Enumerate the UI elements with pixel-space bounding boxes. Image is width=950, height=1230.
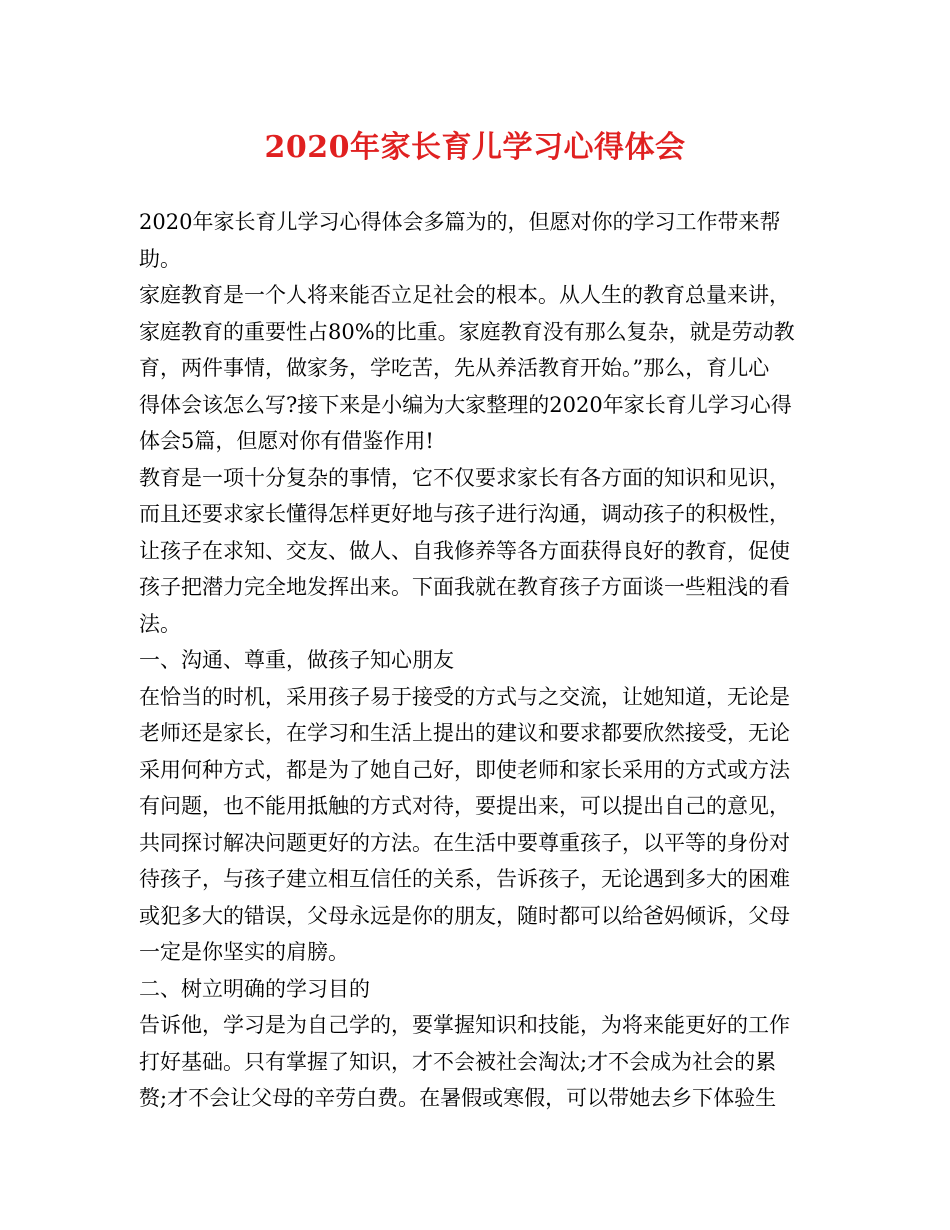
text-line: 助。 bbox=[139, 246, 181, 271]
text-line: 采用何种方式，都是为了她自己好，即使老师和家长采用的方式或方法 bbox=[139, 757, 790, 782]
text-line: 孩子把潜力完全地发挥出来。下面我就在教育孩子方面谈一些粗浅的看 bbox=[139, 575, 790, 599]
text-line: 待孩子，与孩子建立相互信任的关系，告诉孩子，无论遇到多大的困难 bbox=[139, 867, 790, 891]
text-line: 家庭教育是一个人将来能否立足社会的根本。从人生的教育总量来讲， bbox=[139, 283, 790, 307]
text-line: 一定是你坚实的肩膀。 bbox=[139, 940, 349, 964]
text-line: 体会5篇，但愿对你有借鉴作用! bbox=[139, 429, 434, 453]
text-line: 而且还要求家长懂得怎样更好地与孩子进行沟通，调动孩子的积极性， bbox=[139, 502, 790, 526]
document-title: 2020年家长育儿学习心得体会 bbox=[264, 130, 686, 165]
document-body bbox=[139, 204, 814, 1117]
section-heading: 二、树立明确的学习目的 bbox=[139, 976, 370, 1001]
text-line: 家庭教育的重要性占80%的比重。家庭教育没有那么复杂，就是劳动教 bbox=[139, 319, 795, 344]
text-line: 告诉他，学习是为自己学的，要掌握知识和技能，为将来能更好的工作 bbox=[139, 1013, 790, 1037]
text-line: 或犯多大的错误，父母永远是你的朋友，随时都可以给爸妈倾诉，父母 bbox=[139, 903, 790, 928]
text-line: 得体会该怎么写?接下来是小编为大家整理的2020年家长育儿学习心得 bbox=[139, 392, 792, 417]
text-line: 教育是一项十分复杂的事情，它不仅要求家长有各方面的知识和见识， bbox=[139, 465, 790, 490]
text-line: 老师还是家长，在学习和生活上提出的建议和要求都要欣然接受，无论 bbox=[139, 721, 790, 745]
text-line: 赘;才不会让父母的辛劳白费。在暑假或寒假，可以带她去乡下体验生 bbox=[139, 1086, 777, 1110]
text-line: 2020年家长育儿学习心得体会多篇为的，但愿对你的学习工作带来帮 bbox=[139, 210, 781, 234]
text-line: 法。 bbox=[139, 611, 181, 636]
text-line: 让孩子在求知、交友、做人、自我修养等各方面获得良好的教育，促使 bbox=[139, 538, 790, 563]
text-line: 育，两件事情，做家务，学吃苦，先从养活教育开始。”那么，育儿心 bbox=[139, 356, 770, 380]
section-heading: 一、沟通、尊重，做孩子知心朋友 bbox=[139, 648, 454, 672]
text-line: 在恰当的时机，采用孩子易于接受的方式与之交流，让她知道，无论是 bbox=[139, 684, 790, 709]
text-line: 有问题，也不能用抵触的方式对待，要提出来，可以提出自己的意见， bbox=[139, 794, 790, 818]
text-line: 共同探讨解决问题更好的方法。在生活中要尊重孩子，以平等的身份对 bbox=[139, 830, 790, 855]
text-line: 打好基础。只有掌握了知识，才不会被社会淘汰;才不会成为社会的累 bbox=[139, 1049, 777, 1074]
